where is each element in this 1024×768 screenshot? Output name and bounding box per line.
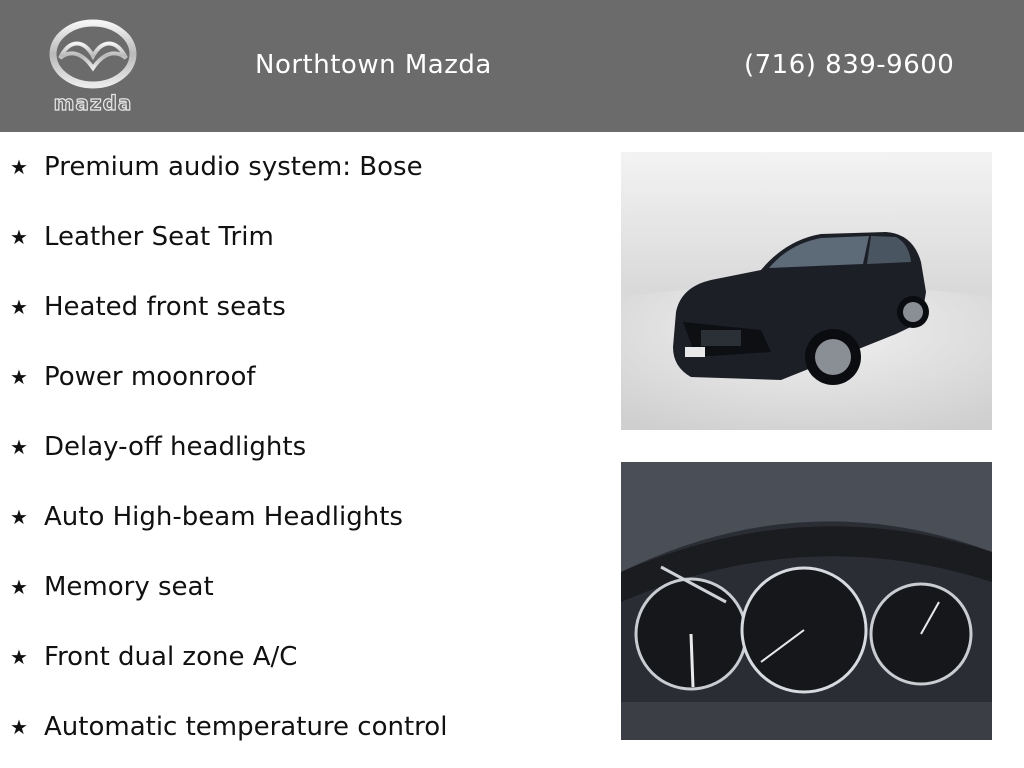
star-icon: ★: [10, 575, 28, 599]
feature-item: [10, 147, 423, 187]
star-icon: ★: [10, 505, 28, 529]
feature-label: Front dual zone A/C: [44, 642, 298, 672]
car-exterior-photo: [621, 152, 992, 430]
feature-item: [10, 217, 274, 257]
feature-item: [10, 287, 286, 327]
svg-text:mazda: mazda: [53, 91, 133, 115]
feature-label: Power moonroof: [44, 362, 256, 392]
mazda-logo: [40, 16, 146, 116]
star-icon: ★: [10, 645, 28, 669]
feature-label: Heated front seats: [44, 292, 286, 322]
feature-label: Auto High-beam Headlights: [44, 502, 403, 532]
dealer-name: Northtown Mazda: [255, 50, 492, 80]
instrument-cluster-photo: [621, 462, 992, 740]
feature-label: Leather Seat Trim: [44, 222, 274, 252]
feature-item: [10, 497, 403, 537]
star-icon: ★: [10, 365, 28, 389]
feature-item: [10, 707, 447, 747]
feature-label: Memory seat: [44, 572, 214, 602]
dealer-phone[interactable]: (716) 839-9600: [744, 50, 955, 80]
star-icon: ★: [10, 225, 28, 249]
feature-item: [10, 427, 306, 467]
feature-item: [10, 637, 297, 677]
feature-label: Automatic temperature control: [44, 712, 448, 742]
star-icon: ★: [10, 435, 28, 459]
header-bar: [0, 0, 1024, 132]
feature-item: [10, 357, 256, 397]
star-icon: ★: [10, 295, 28, 319]
feature-label: Delay-off headlights: [44, 432, 307, 462]
feature-label: Premium audio system: Bose: [44, 152, 423, 182]
star-icon: ★: [10, 155, 28, 179]
star-icon: ★: [10, 715, 28, 739]
feature-item: [10, 567, 214, 607]
